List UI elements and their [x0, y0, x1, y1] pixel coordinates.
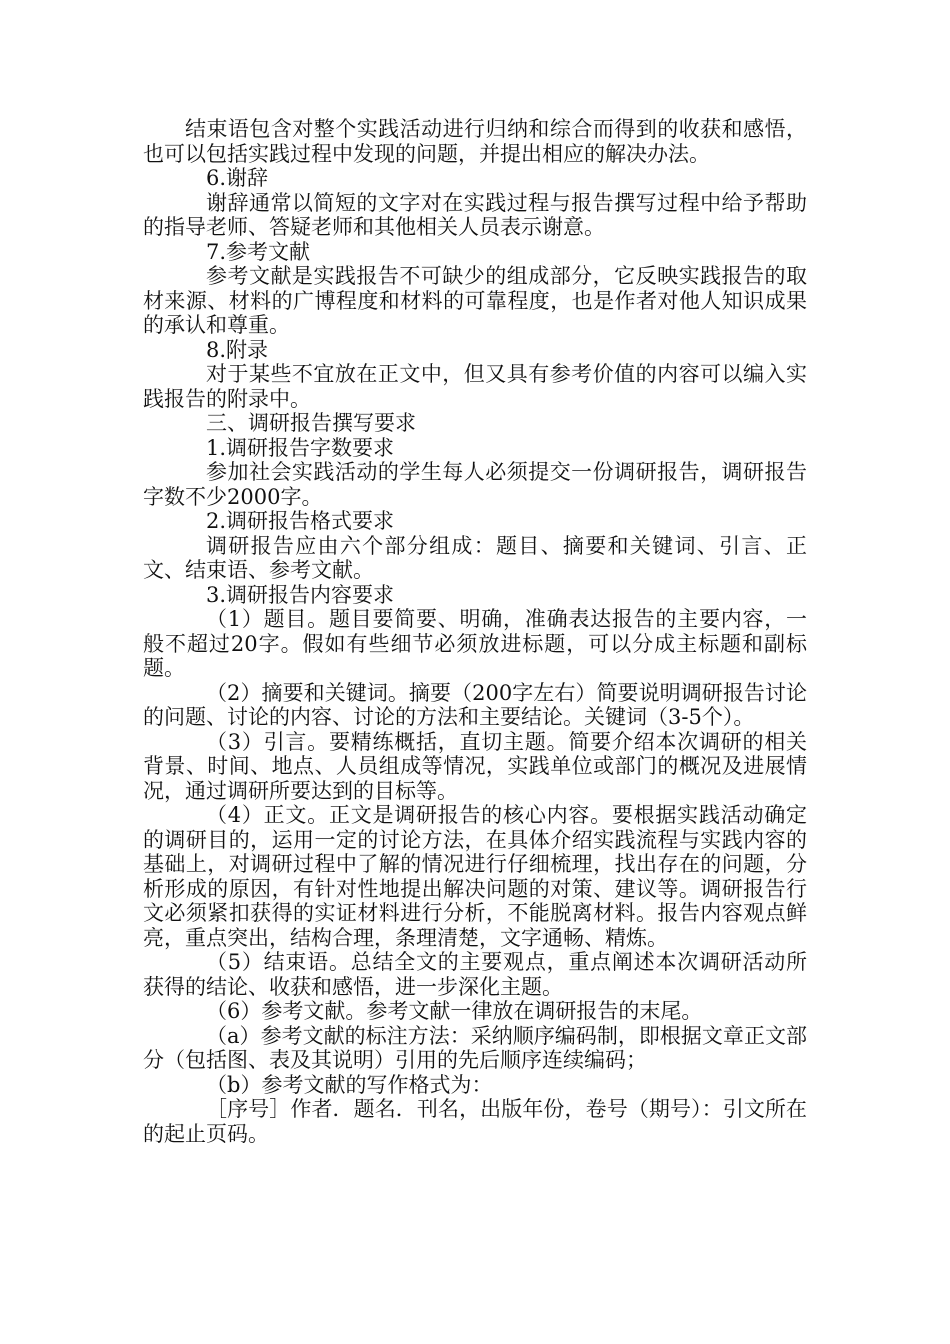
heading-format: 2.调研报告格式要求: [206, 509, 395, 533]
item-references-format: （b）参考文献的写作格式为：: [206, 1072, 493, 1097]
document-body: [143, 117, 807, 1146]
heading-appendix: 8.附录: [206, 337, 269, 362]
paragraph-appendix-body: 对于某些不宜放在正文中，但又具有参考价值的内容可以编入实践报告的附录中。: [143, 362, 807, 411]
item-introduction: （3）引言。要精练概括，直切主题。简要介绍本次调研的相关背景、时间、地点、人员组成等情况，实践单位或部门的概况及进展情况，通过调研所要达到的目标等。: [143, 729, 807, 803]
paragraph-references-body: 参考文献是实践报告不可缺少的组成部分，它反映实践报告的取材来源、材料的广博程度和材料的可靠程度，也是作者对他人知识成果的承认和尊重。: [143, 264, 807, 337]
item-references: （6）参考文献。参考文献一律放在调研报告的末尾。: [206, 999, 703, 1023]
item-main-body: （4）正文。正文是调研报告的核心内容。要根据实践活动确定的调研目的，运用一定的讨论方法，在具体介绍实践流程与实践内容的基础上，对调研过程中了解的情况进行仔细梳理，找出存在的问题，分析形成的原因，有针对性地提出解决问题的对策、建议等。调研报告行文必须紧扣获得的实证材料进行分析，不能脱离材料。报告内容观点鲜亮，重点突出，结构合理，条理清楚，文字通畅、精炼。: [143, 803, 807, 950]
paragraph-format-body: 调研报告应由六个部分组成：题目、摘要和关键词、引言、正文、结束语、参考文献。: [143, 533, 807, 582]
item-references-format-example: ［序号］作者．题名．刊名，出版年份，卷号（期号）：引文所在的起止页码。: [143, 1097, 807, 1146]
paragraph-acknowledgements-body: 谢辞通常以简短的文字对在实践过程与报告撰写过程中给予帮助的指导老师、答疑老师和其他相关人员表示谢意。: [143, 190, 807, 239]
item-abstract-keywords: （2）摘要和关键词。摘要（200字左右）简要说明调研报告讨论的问题、讨论的内容、讨论的方法和主要结论。关键词（3-5个）。: [143, 680, 807, 729]
heading-content: 3.调研报告内容要求: [206, 582, 395, 607]
paragraph-conclusion-body: 结束语包含对整个实践活动进行归纳和综合而得到的收获和感悟，也可以包括实践过程中发现的问题，并提出相应的解决办法。: [143, 117, 807, 166]
item-title: （1）题目。题目要简要、明确，准确表达报告的主要内容，一般不超过20字。假如有些细节必须放进标题，可以分成主标题和副标题。: [143, 607, 807, 680]
section-heading-report-requirements: 三、调研报告撰写要求: [206, 411, 416, 435]
item-conclusion: （5）结束语。总结全文的主要观点，重点阐述本次调研活动所获得的结论、收获和感悟，进一步深化主题。: [143, 950, 807, 999]
heading-acknowledgements: 6.谢辞: [206, 166, 269, 190]
heading-references: 7.参考文献: [206, 239, 311, 264]
heading-word-count: 1.调研报告字数要求: [206, 435, 395, 460]
item-references-annotation-method: （a）参考文献的标注方法：采纳顺序编码制，即根据文章正文部分（包括图、表及其说明）引用的先后顺序连续编码；: [143, 1023, 807, 1072]
paragraph-word-count-body: 参加社会实践活动的学生每人必须提交一份调研报告，调研报告字数不少2000字。: [143, 460, 807, 509]
